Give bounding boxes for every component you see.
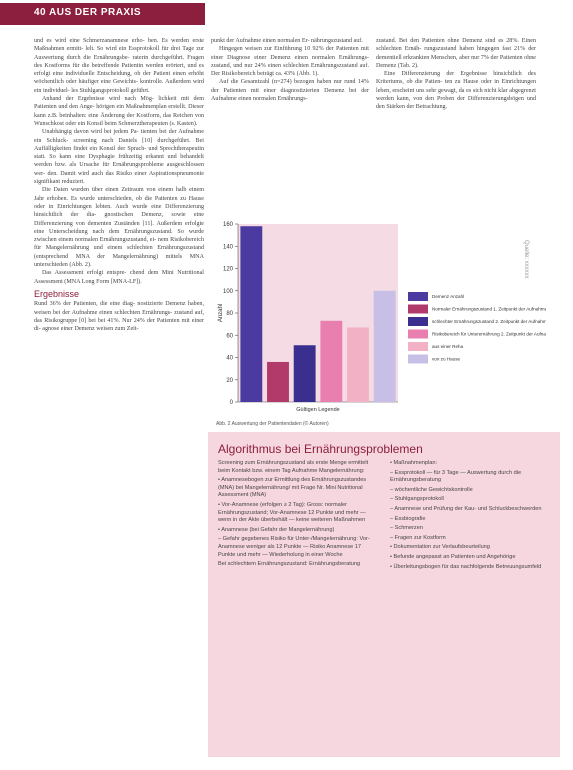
- y-tick-label: 140: [222, 244, 233, 251]
- y-tick-label: 0: [229, 400, 233, 406]
- legend-swatch: [408, 317, 428, 326]
- algorithm-box: [208, 432, 560, 757]
- side-credit: Quelle: xxxxxx: [523, 240, 529, 279]
- box-right-item: – wöchentliche Gewichtskontrolle: [390, 486, 473, 493]
- box-right-item: • Befunde angepasst an Patienten und Angehörige: [390, 553, 516, 560]
- results-heading: Ergebnisse: [34, 288, 80, 299]
- column-1: [34, 37, 204, 333]
- col2-paragraph: Auf die Gesamtzahl (n=274) bezogen haben nur rund 14% der Patienten mit einer diagnostizierten Demenz bei der Aufnahme einen normalen Ernährungs-: [211, 79, 369, 103]
- y-axis-label: Anzahl: [218, 303, 224, 323]
- col1-paragraph: Die Daten wurden über einen Zeitraum von einem halb einem Jahr erhoben. Es wurde unterschieden, ob die Patienten zu Hause oder in Einrichtungen lebten. Auch wurde eine Differenzierung hinsichtlich der dia- gnostischen Demenz, sowie eine Differenzierung von dementen Zuständen [11]. Außerdem erfolgte eine Unterscheidung nach dem Ernährungszustand. So wurde zwischen einem normalen Ernährungszustand, ei- nem Risikobereich für Mangelernährung und einem schlechten Ernährungszustand (entsprechend MNA der Mangelernährung) mittels MNA unterschieden (Abb. 2).: [34, 187, 204, 269]
- legend-label: von zu Hause: [432, 356, 461, 362]
- y-tick-label: 160: [222, 222, 233, 228]
- box-right-item: – Schmerzen: [390, 525, 423, 532]
- bar: [294, 345, 316, 402]
- legend-label: aus einer Reha: [432, 344, 464, 349]
- col1-paragraph: Anhand der Ergebnisse wird nach Mög- lichkeit mit dem Patienten und den Ange- hörigen ein Maßnahmenplan erstellt. Dieser kann z.B. beinhalten: eine Änderung der Kostform, das Reichen von Wunschkost oder ein Konsil beim Schmerztherapeuten (s. Kasten).: [34, 96, 204, 127]
- box-title: Algorithmus bei Ernährungsproblemen: [218, 442, 423, 456]
- column-2: [211, 37, 369, 103]
- box-left-item: – Gefahr gegebenes Risiko für Unter-/Mangelernährung: Vor-Anamnese weniger als 12 Punkte — Risiko Anamnese 17 Punkte und mehr — Wiederholung in einer Woche: [218, 536, 370, 558]
- legend-label: Demenz Anzahl: [432, 294, 465, 299]
- box-right-item: – Essbiografie: [390, 515, 426, 522]
- section-label: 40 AUS DER PRAXIS: [34, 7, 142, 18]
- y-tick-label: 80: [226, 311, 233, 317]
- y-tick-label: 20: [226, 377, 233, 384]
- legend-label: Normaler Ernährungszustand 1. Zeitpunkt der Aufnahme: [432, 306, 546, 312]
- box-right-item: • Überleitungsbogen für das nachfolgende Betreuungsumfeld: [390, 563, 542, 570]
- box-left-column: [218, 460, 378, 571]
- legend-label: schlechter Ernährungszustand 2. Zeitpunkt der Aufnahme: [432, 319, 546, 324]
- y-tick-label: 100: [222, 288, 233, 295]
- box-right-item: – Essprotokoll — für 3 Tage — Auswertung durch die Ernährungsberatung: [390, 469, 522, 484]
- legend-label: Risikobereich für Unterernährung 2. Zeitpunkt der Aufnahme: [432, 331, 546, 337]
- box-right-item: – Anamnese und Prüfung der Kau- und Schluckbeschwerden: [390, 505, 542, 512]
- bar: [374, 291, 396, 402]
- col3-paragraph: zustand. Bei den Patienten ohne Demenz sind es 28%. Einen schlechten Ernäh- rungszustand haben hingegen fast 21% der dementiell erkrankten Menschen, aber nur 7% der Patienten ohne Demenz (Tab. 2).: [376, 38, 536, 69]
- legend-swatch: [408, 305, 428, 314]
- page-header: [0, 0, 573, 28]
- y-tick-label: 120: [222, 266, 233, 273]
- box-left-item: • Anamnesebogen zur Ermittlung des Ernährungszustandes (MNA) bei Mangelernährung/ mit Frage Nr. Mini Nutritional Assessment (MNA): [218, 477, 367, 499]
- box-left-item: • Vor-Anamnese (erfolgen ≥ 2 Tag): Gross: normaler Ernährungszustand; Vor-Anamnese 12 Punkte und mehr — wenn in der Akte überbehält — keine weiteren Maßnahmen: [218, 501, 366, 524]
- col3-paragraph: Eine Differenzierung der Ergebnisse hinsichtlich des Kriteriums, ob die Patien- ten zu Hause oder in Einrichtungen leben, erscheint uns sehr gewagt, da es sich nicht klar abgegrenzt werden kann, von den Proben der Differenzierungsbögen und den Stärken der Betrachtung.: [376, 71, 536, 111]
- col2-paragraph: Hingegen weisen zur Einführung 10 92% der Patienten mit einer Diagnose einer Demenz einen normalen Ernährungs- zustand, und nur 24% einen schlechten Ernährungszustand auf. Der Risikobereich beträgt ca. 43% (Abb. 1).: [211, 46, 369, 78]
- legend-swatch: [408, 342, 428, 351]
- bar: [240, 226, 262, 402]
- col2-paragraph: punkt der Aufnahme einen normalen Er- nährungszustand auf.: [211, 38, 363, 44]
- box-right-item: • Dokumentation zur Verlaufsbeurteilung: [390, 544, 490, 551]
- box-left-item: Screening zum Ernährungszustand als erste Menge ermittelt beim Kontakt bzw. einem Tag Aufnahme Mangelernährung:: [218, 460, 369, 474]
- y-tick-label: 40: [226, 355, 233, 362]
- box-left-item: Bei schlechtem Ernährungszustand: Ernährungsberatung: [218, 561, 361, 568]
- bar: [320, 321, 342, 402]
- column-3: [376, 37, 536, 112]
- bar: [347, 327, 369, 402]
- col1-paragraph: Das Assessment erfolgt entspre- chend dem Mini Nutritional Assessment (MNA Long Form [MNA-LF]).: [34, 270, 204, 285]
- legend-swatch: [408, 355, 428, 364]
- col1-paragraph: Unabhängig davon wird bei jedem Pa- tienten bei der Aufnahme ein Schluck- screening nach Daniels [10] durchgeführt. Bei Auffälligkeiten findet ein Konsil der Sprach- und Sprechtherapeutin statt. So kann eine Dysphagie frühzeitig erkannt und behandelt werden bzw. als Ursache für Ernährungsprobleme ausgeschlossen wer- den. Damit wird auch das Risiko einer Aspirationspneumonie signifikant reduziert.: [34, 129, 204, 186]
- bar-chart: [216, 218, 546, 418]
- bar-chart-svg: [216, 218, 546, 418]
- bar: [267, 362, 289, 402]
- box-right-column: [390, 460, 550, 573]
- y-tick-label: 60: [226, 333, 233, 340]
- x-axis-label: Gültigen Legende: [296, 407, 340, 413]
- col1-paragraph: und es wird eine Schmerzanamnese erho- ben. Es werden erste Maßnahmen ermitt- lelt. So wird ein Essprotokoll für drei Tage zur Auswertung durch die Ernährungsbe- raterin durchgeführt. Fragen des Kostforms für die betreffende Patientin werden erörtert, und es erfolgt eine individuelle Entscheidung, ob der Patient einen erhöht wöchentlich oder häufiger eine Gewichts- kontrolle. Außerdem wird ein individuel- les Stuhlgangsprotokoll geführt.: [34, 38, 204, 94]
- box-right-item: • Maßnahmenplan:: [390, 460, 438, 466]
- box-right-item: – Fragen zur Kostform: [390, 534, 446, 541]
- box-left-item: • Anamnese (bei Gefahr der Mangelernährung): [218, 526, 335, 533]
- legend-swatch: [408, 330, 428, 339]
- legend-swatch: [408, 292, 428, 301]
- box-right-item: – Stuhlgangsprotokoll: [390, 496, 444, 503]
- results-paragraph: Rund 36% der Patienten, die eine diag- nostizierte Demenz haben, weisen bei der Aufnahme einen schlechten Ernährungs- zustand auf, das Risikogruppe [0] bei bei 41%. Nur 24% der Patienten mit einer di- agnose einer Demenz weisen zum Zeit-: [34, 301, 204, 333]
- figure-caption: Abb. 2 Auswertung der Patientendaten (© Autoren): [216, 421, 329, 427]
